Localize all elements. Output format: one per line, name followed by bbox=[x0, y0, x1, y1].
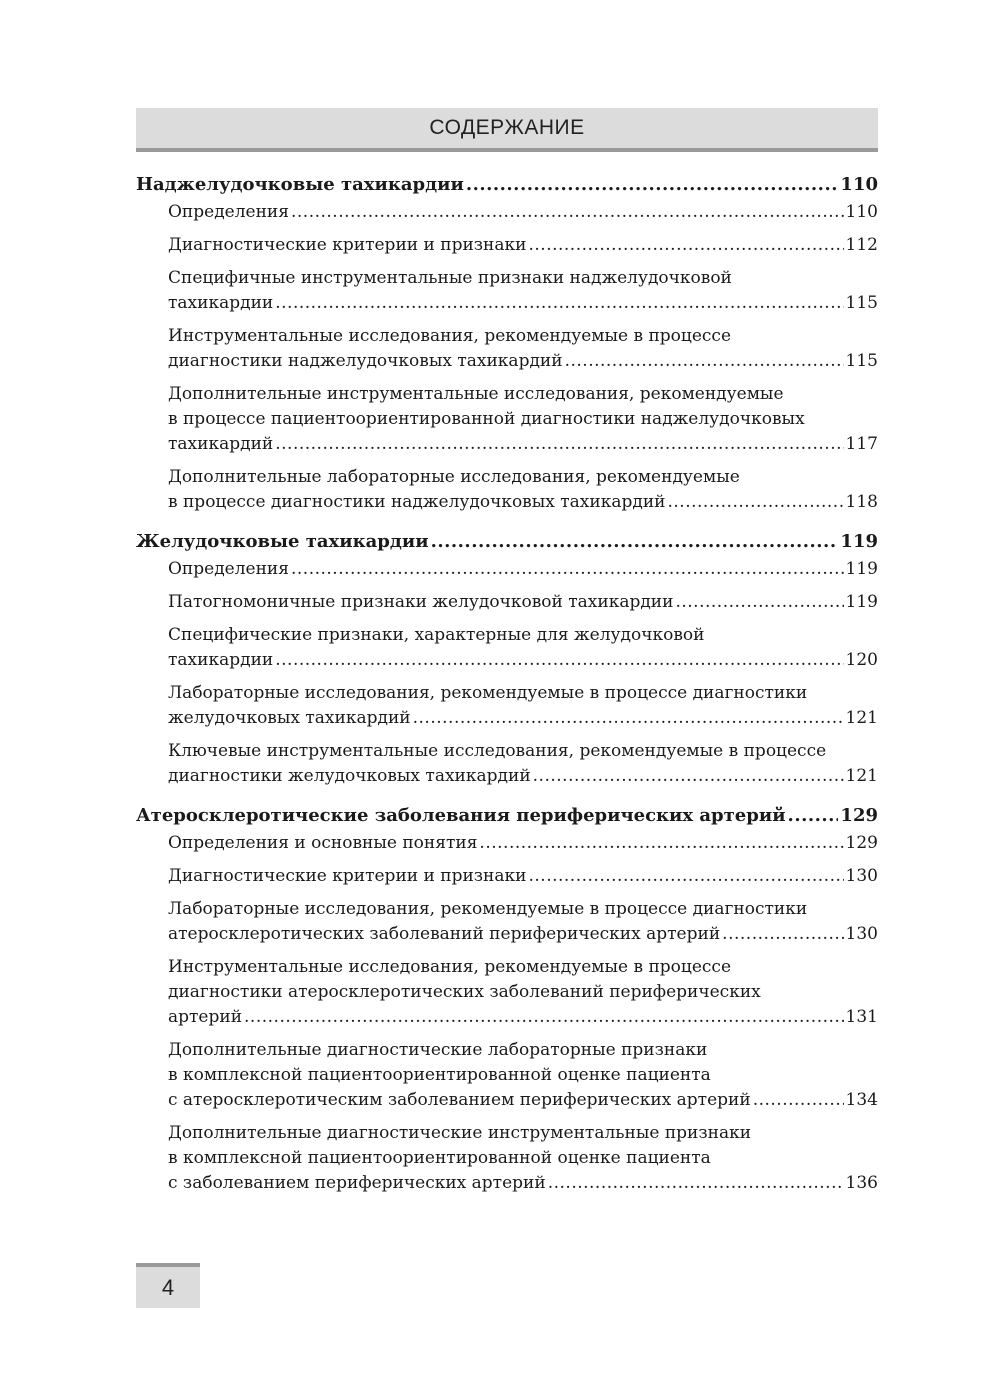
entry-text-line: атеросклеротических заболеваний периферических артерий bbox=[168, 924, 721, 944]
toc-section-title[interactable] bbox=[136, 529, 878, 555]
entry-page-number: 130 bbox=[845, 866, 878, 886]
entry-text-line: Дополнительные диагностические инструментальные признаки bbox=[168, 1123, 752, 1143]
dot-leader bbox=[722, 922, 843, 947]
entry-page-number: 120 bbox=[845, 650, 878, 670]
toc-entry[interactable] bbox=[136, 266, 878, 316]
dot-leader bbox=[275, 291, 843, 316]
toc-section bbox=[136, 172, 878, 515]
dot-leader bbox=[275, 648, 843, 673]
section-title-text: Атеросклеротические заболевания периферических артерий bbox=[136, 805, 786, 826]
dot-leader bbox=[479, 831, 843, 856]
dot-leader bbox=[753, 1088, 844, 1113]
dot-leader bbox=[565, 349, 844, 374]
toc-entry[interactable] bbox=[136, 681, 878, 731]
entry-text-line: диагностики желудочковых тахикардий bbox=[168, 766, 531, 786]
page-number: 4 bbox=[161, 1274, 175, 1300]
entry-text-line: в комплексной пациентоориентированной оценке пациента bbox=[168, 1065, 711, 1085]
dot-leader bbox=[528, 233, 843, 258]
entry-text-line: Дополнительные лабораторные исследования, рекомендуемые bbox=[168, 467, 740, 487]
page-number-box bbox=[136, 1263, 200, 1308]
toc-entry[interactable] bbox=[136, 955, 878, 1030]
entry-text-line: диагностики атеросклеротических заболеваний периферических bbox=[168, 982, 761, 1002]
entry-text-line: Лабораторные исследования, рекомендуемые в процессе диагностики bbox=[168, 683, 808, 703]
entry-page-number: 117 bbox=[845, 434, 878, 454]
section-page-number: 110 bbox=[840, 174, 878, 195]
toc-entry[interactable] bbox=[136, 623, 878, 673]
entry-page-number: 119 bbox=[845, 559, 878, 579]
dot-leader bbox=[291, 557, 844, 582]
dot-leader bbox=[533, 764, 844, 789]
entry-text-line: с атеросклеротическим заболеванием периферических артерий bbox=[168, 1090, 751, 1110]
entry-text-line: тахикардии bbox=[168, 293, 274, 313]
dot-leader bbox=[788, 803, 839, 829]
entry-page-number: 118 bbox=[845, 492, 878, 512]
entry-text-line: Определения и основные понятия bbox=[168, 833, 478, 853]
toc-entry[interactable] bbox=[136, 1121, 878, 1196]
dot-leader bbox=[275, 432, 843, 457]
toc-section bbox=[136, 529, 878, 789]
entry-text-line: Специфичные инструментальные признаки наджелудочковой bbox=[168, 268, 732, 288]
entry-page-number: 136 bbox=[845, 1173, 878, 1193]
entry-text-line: Инструментальные исследования, рекомендуемые в процессе bbox=[168, 957, 732, 977]
header-title: СОДЕРЖАНИЕ bbox=[429, 116, 585, 139]
entry-text-line: с заболеванием периферических артерий bbox=[168, 1173, 546, 1193]
section-title-text: Наджелудочковые тахикардии bbox=[136, 174, 464, 195]
entry-page-number: 131 bbox=[845, 1007, 878, 1027]
dot-leader bbox=[528, 864, 843, 889]
entry-text-line: Определения bbox=[168, 559, 289, 579]
dot-leader bbox=[431, 529, 839, 555]
section-page-number: 119 bbox=[840, 531, 878, 552]
entry-text-line: Инструментальные исследования, рекомендуемые в процессе bbox=[168, 326, 732, 346]
entry-text-line: в процессе диагностики наджелудочковых тахикардий bbox=[168, 492, 666, 512]
entry-text-line: тахикардий bbox=[168, 434, 274, 454]
entry-page-number: 115 bbox=[845, 293, 878, 313]
toc-entry[interactable] bbox=[136, 897, 878, 947]
entry-text-line: Диагностические критерии и признаки bbox=[168, 235, 527, 255]
entry-page-number: 112 bbox=[845, 235, 878, 255]
section-page-number: 129 bbox=[840, 805, 878, 826]
toc-entry[interactable] bbox=[136, 324, 878, 374]
toc-entry[interactable] bbox=[136, 864, 878, 889]
entry-text-line: Патогномоничные признаки желудочковой тахикардии bbox=[168, 592, 674, 612]
toc-section-title[interactable] bbox=[136, 803, 878, 829]
dot-leader bbox=[466, 172, 839, 198]
dot-leader bbox=[548, 1171, 844, 1196]
table-of-contents bbox=[136, 172, 878, 1210]
entry-page-number: 121 bbox=[845, 766, 878, 786]
toc-entry[interactable] bbox=[136, 739, 878, 789]
dot-leader bbox=[244, 1005, 844, 1030]
entry-text-line: Дополнительные диагностические лабораторные признаки bbox=[168, 1040, 708, 1060]
toc-section-title[interactable] bbox=[136, 172, 878, 198]
entry-text-line: Определения bbox=[168, 202, 289, 222]
entry-text-line: Специфические признаки, характерные для желудочковой bbox=[168, 625, 705, 645]
entry-page-number: 134 bbox=[845, 1090, 878, 1110]
entry-text-line: в комплексной пациентоориентированной оценке пациента bbox=[168, 1148, 711, 1168]
entry-text-line: Ключевые инструментальные исследования, рекомендуемые в процессе bbox=[168, 741, 827, 761]
entry-text-line: артерий bbox=[168, 1007, 243, 1027]
toc-entry[interactable] bbox=[136, 382, 878, 457]
toc-entry[interactable] bbox=[136, 557, 878, 582]
entry-text-line: Дополнительные инструментальные исследования, рекомендуемые bbox=[168, 384, 784, 404]
entry-page-number: 130 bbox=[845, 924, 878, 944]
entry-text-line: Лабораторные исследования, рекомендуемые в процессе диагностики bbox=[168, 899, 808, 919]
toc-entry[interactable] bbox=[136, 1038, 878, 1113]
toc-entry[interactable] bbox=[136, 233, 878, 258]
entry-text-line: желудочковых тахикардий bbox=[168, 708, 411, 728]
dot-leader bbox=[291, 200, 844, 225]
entry-text-line: Диагностические критерии и признаки bbox=[168, 866, 527, 886]
toc-entry[interactable] bbox=[136, 200, 878, 225]
dot-leader bbox=[668, 490, 844, 515]
toc-entry[interactable] bbox=[136, 590, 878, 615]
section-title-text: Желудочковые тахикардии bbox=[136, 531, 429, 552]
entry-page-number: 121 bbox=[845, 708, 878, 728]
page-header bbox=[136, 108, 878, 152]
entry-page-number: 115 bbox=[845, 351, 878, 371]
dot-leader bbox=[413, 706, 844, 731]
entry-text-line: тахикардии bbox=[168, 650, 274, 670]
toc-entry[interactable] bbox=[136, 831, 878, 856]
toc-entry[interactable] bbox=[136, 465, 878, 515]
dot-leader bbox=[675, 590, 843, 615]
entry-page-number: 129 bbox=[845, 833, 878, 853]
toc-section bbox=[136, 803, 878, 1196]
entry-text-line: в процессе пациентоориентированной диагностики наджелудочковых bbox=[168, 409, 805, 429]
entry-page-number: 110 bbox=[845, 202, 878, 222]
entry-text-line: диагностики наджелудочковых тахикардий bbox=[168, 351, 563, 371]
entry-page-number: 119 bbox=[845, 592, 878, 612]
